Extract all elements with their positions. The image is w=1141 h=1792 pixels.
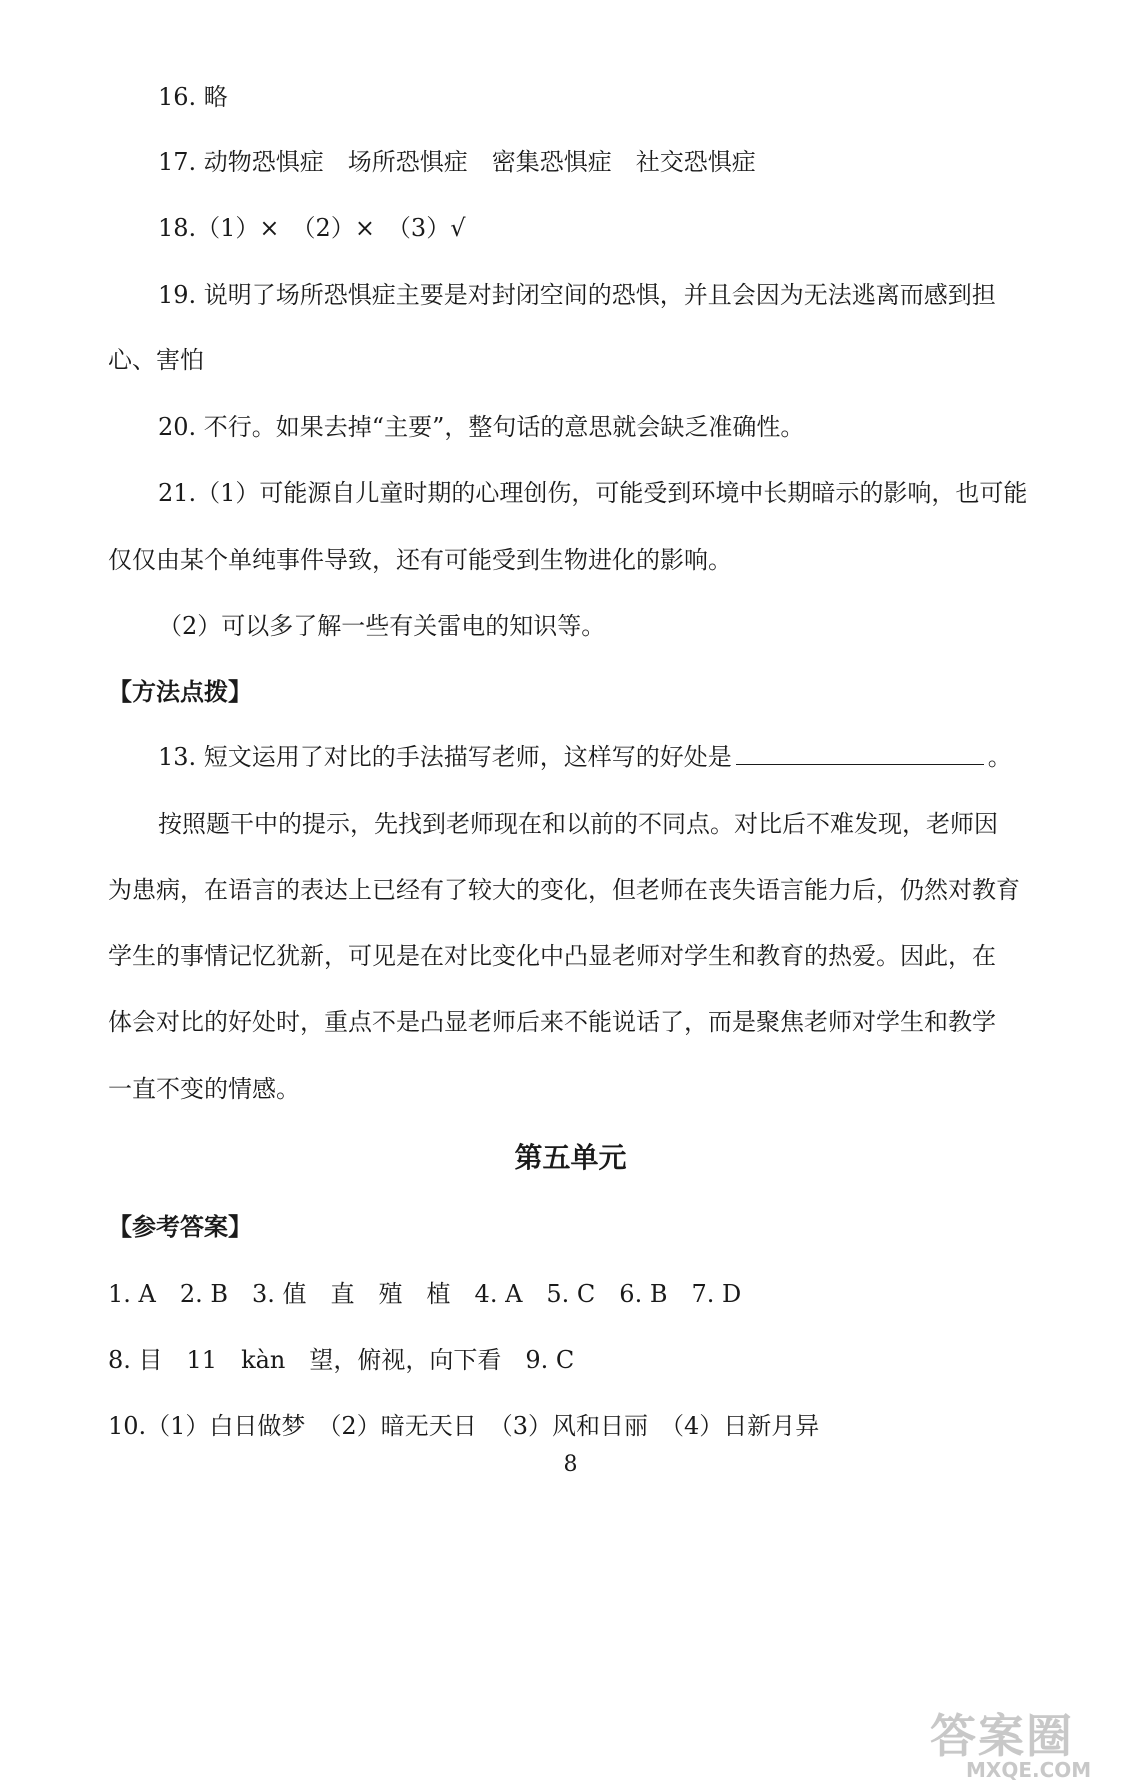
answers-1-7: 1. A 2. B 3. 值 直 殖 植 4. A 5. C 6. B 7. D: [108, 1280, 742, 1308]
watermark-logo: [930, 1700, 1135, 1786]
answer-21-part2: （2）可以多了解一些有关雷电的知识等。: [158, 612, 606, 640]
unit-title: 第五单元: [514, 1141, 627, 1174]
answer-21-line2: 仅仅由某个单纯事件导致，还有可能受到生物进化的影响。: [108, 546, 732, 574]
question-13-end: 。: [987, 743, 1012, 771]
question-13: [158, 742, 1081, 772]
answer-19-line2: 心、害怕: [108, 346, 204, 374]
watermark-sub: MXQE.COM: [966, 1758, 1092, 1782]
method-paragraph-line3: 学生的事情记忆犹新，可见是在对比变化中凸显老师对学生和教育的热爱。因此，在: [108, 942, 996, 970]
answer-18: 18.（1）× （2）× （3）√: [158, 214, 466, 242]
answer-key-heading: 【参考答案】: [108, 1212, 252, 1241]
answer-20: 20. 不行。如果去掉“主要”，整句话的意思就会缺乏准确性。: [158, 413, 805, 441]
watermark-main: 答案圈: [930, 1709, 1074, 1763]
page-number: 8: [563, 1452, 578, 1477]
answer-19-line1: 19. 说明了场所恐惧症主要是对封闭空间的恐惧，并且会因为无法逃离而感到担: [158, 281, 996, 309]
method-paragraph-line2: 为患病，在语言的表达上已经有了较大的变化，但老师在丧失语言能力后，仍然对教育: [108, 876, 1020, 904]
method-paragraph-line1: 按照题干中的提示，先找到老师现在和以前的不同点。对比后不难发现，老师因: [158, 810, 998, 838]
question-13-text: 13. 短文运用了对比的手法描写老师，这样写的好处是: [158, 743, 732, 771]
answers-8-9: 8. 目 11 kàn 望，俯视，向下看 9. C: [108, 1346, 575, 1374]
answers-10: 10.（1）白日做梦 （2）暗无天日 （3）风和日丽 （4）日新月异: [108, 1412, 820, 1440]
answer-16: 16. 略: [158, 83, 228, 111]
answer-21-line1: 21.（1）可能源自儿童时期的心理创伤，可能受到环境中长期暗示的影响，也可能: [158, 479, 1028, 507]
answer-blank: [736, 742, 984, 765]
answer-17: 17. 动物恐惧症 场所恐惧症 密集恐惧症 社交恐惧症: [158, 148, 756, 176]
method-paragraph-line4: 体会对比的好处时，重点不是凸显老师后来不能说话了，而是聚焦老师对学生和教学: [108, 1008, 996, 1036]
method-paragraph-line5: 一直不变的情感。: [108, 1075, 300, 1103]
method-heading: 【方法点拨】: [108, 677, 252, 706]
